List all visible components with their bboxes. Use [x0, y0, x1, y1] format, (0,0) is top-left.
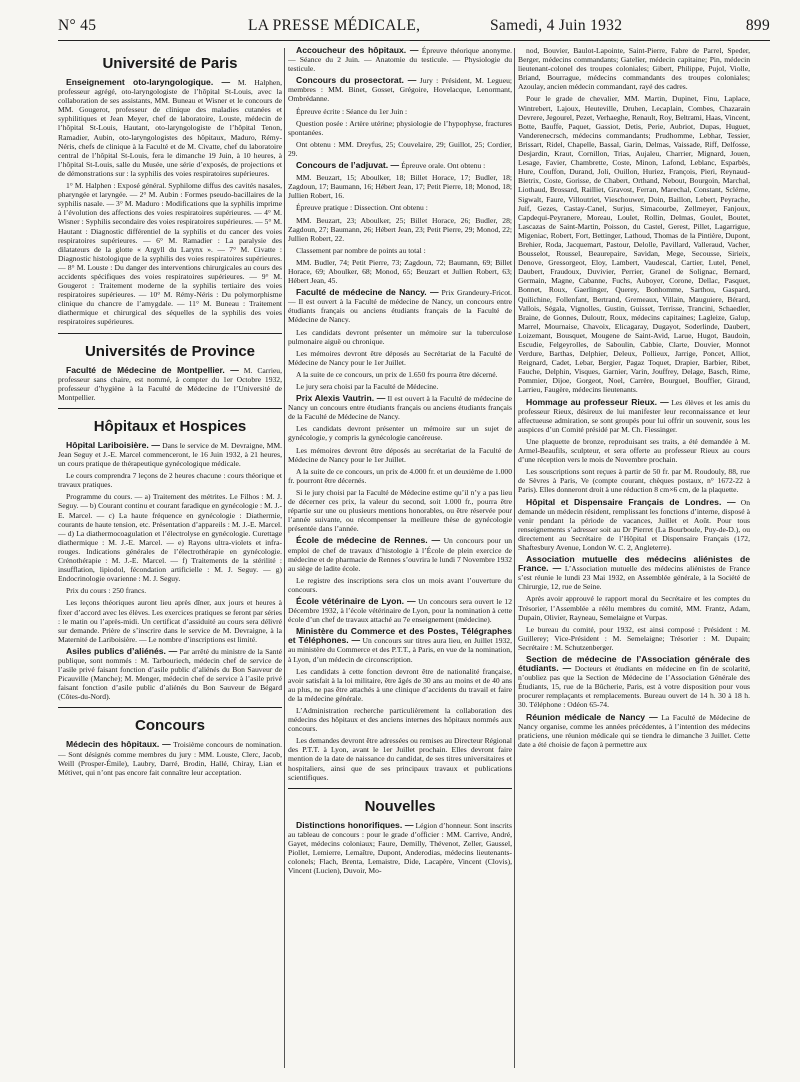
article-heading: Médecin des hôpitaux. — — [66, 739, 171, 750]
article-paragraph — [288, 288, 512, 324]
article-paragraph — [518, 46, 750, 91]
article-paragraph — [288, 370, 512, 379]
article-paragraph — [288, 328, 512, 346]
article-paragraph — [288, 46, 512, 73]
article-text: Épreuve écrite : Séance du 1er Juin : — [296, 106, 408, 116]
article-text: MM. Beuzart, 23; Aboulker, 25; Billet Horace, 26; Budler, 28; Zagdoun, 27; Baumann, 26; Hébert Jean, 23; Petit Pierre, 29; Monod, 22; Jullien Robert, 22. — [288, 215, 512, 243]
article-text: L’Association mutuelle des médecins aliénistes de France s’est réunie le lundi 23 Mai 1932, en Assemblée générale, à la Société de Chirurgie, 12, rue de Seine. — [518, 564, 750, 592]
article-paragraph — [58, 647, 282, 702]
article-text: Un concours sur titres aura lieu, en Juillet 1932, au ministère du Commerce et des P.T.T., à Paris, en vue de la nomination, à Lyon, d’un médecin de circonscription. — [288, 636, 512, 664]
article-paragraph — [288, 706, 512, 733]
article-paragraph — [288, 627, 512, 663]
article-text: Les souscriptions sont reçues à partir de 50 fr. par M. Roudouly, 88, rue de Sèvres à Paris, Ve (compte courant, chèques postaux, n° 1672-22 à Paris). Elles donneront droit à une réduction 8 cm×6 cm, de la plaquette. — [518, 467, 750, 495]
article-paragraph — [288, 203, 512, 212]
article-heading: Prix Alexis Vautrin. — — [296, 393, 386, 404]
article-heading: Association mutuelle des médecins aliénistes de France. — — [518, 554, 750, 574]
column-2 — [288, 46, 512, 1070]
section-heading-universite-paris: Université de Paris — [102, 55, 238, 72]
article-paragraph — [518, 713, 750, 749]
article-text: Un concours sera ouvert le 12 Décembre 1932, à l’école vétérinaire de Lyon, pour la nomination à cette école d’un chef de travaux attaché au 7e enseignement (médecine). — [288, 596, 512, 625]
article-text: Le bureau du comité, pour 1932, est ainsi composé : Président : M. Guillerey; Vice-Président : M. Semelaigne; Trésorier : M. Dupain; Secrétaire : M. Schutzenberger. — [518, 624, 750, 652]
article-text: M. Halphen, professeur agrégé, oto-laryngologiste de l’hôpital St-Louis, avec la collaboration de ses assistants, MM. Buneau et Wisner et le concours de MM. Gougerot, professeur de clinique des maladies cutanées et syphilitiques et Jean Meyer, chef de laboratoire, Louste, médecin de l’hôpital St-Louis, Hautant, oto-laryngologiste de l’hôpital Tenon, Ramadier, Aubin, oto-laryngologistes des hôpitaux, Maduro, Rémy-Néris, chefs de clinique à la Faculté et de M. Civatte, chef du laboratoire central de l’hôpital St-Louis, fera le dimanche 19 Juin, à 10 heures, à l’hôpital St-Louis, salle du Musée, une série d’exposés, de projections et de démonstrations sur : la syphilis des voies respiratoires supérieures. — [58, 78, 282, 178]
article-paragraph — [58, 586, 282, 595]
article-paragraph — [58, 181, 282, 327]
article-text: Dans le service de M. Devraigne, MM. Jean Seguy et J.-E. Marcel commenceront, le 16 Juin 1932, à 21 heures, un cours pratique de thérapeutique gynécologique médicale. — [58, 440, 282, 469]
section-universites-province — [58, 366, 282, 402]
article-text: Docteurs et étudiants en médecine en fin de scolarité, n’oubliez pas que la Section de Médecine de l’Association Générale des Étudiants, 15, rue de la Bûcherie, Paris, est à votre disposition pour vous procurer remplaçants et remplacements. Bureau ouvert de 14 h. 30 à 18 h. 30. Téléphone : Odéon 65-74. — [518, 664, 750, 710]
article-text: Épreuve théorique anonyme. — Séance du 2 Juin. — Anatomie du testicule. — Physiologie du testicule. — [288, 46, 512, 74]
article-text: Les élèves et les amis du professeur Rieux, désireux de lui manifester leur reconnaissance et leur affectueuse admiration, se sont groupés pour lui offrir un souvenir, sous les auspices d’un Comité présidé par M. Ch. Fiessinger. — [518, 397, 750, 434]
article-paragraph — [518, 398, 750, 434]
article-heading: Distinctions honorifiques. — — [296, 819, 414, 830]
article-heading: Hôpital et Dispensaire Français de Londres. — — [526, 496, 736, 507]
article-paragraph — [58, 441, 282, 468]
article-paragraph — [288, 173, 512, 200]
article-text: Après avoir approuvé le rapport moral du Secrétaire et les comptes du Trésorier, l’Assemblée a réélu membres du comité, MM. Frantz, Adam, Dupain, Olivier, Rayneau, Semelaigne et Vurpas. — [518, 594, 750, 622]
section-heading-concours: Concours — [134, 717, 205, 735]
article-paragraph — [288, 394, 512, 421]
column-1 — [58, 46, 282, 1070]
article-paragraph — [288, 446, 512, 464]
issue-number: N° 45 — [58, 17, 97, 34]
article-heading: Asiles publics d’aliénés. — — [66, 645, 178, 656]
article-text: Les candidats devront présenter un mémoire sur la tuberculose pulmonaire aiguë ou chronique. — [288, 327, 512, 346]
article-text: MM. Beuzart, 15; Aboulker, 18; Billet Horace, 17; Budler, 18; Zagdoun, 17; Baumann, 16; Hébert Jean, 17; Petit Pierre, 18; Monod, 18; Jullien Robert, 16. — [288, 173, 512, 201]
article-paragraph — [58, 492, 282, 583]
section-nouvelles-continued — [518, 46, 750, 749]
section-divider — [288, 788, 512, 789]
article-heading: École vétérinaire de Lyon. — — [296, 595, 416, 606]
article-text: Les candidats devront présenter un mémoire sur un sujet de gynécologie, y compris la gynécologie cancéreuse. — [288, 424, 512, 443]
page-header — [58, 14, 770, 41]
article-text: La Faculté de Médecine de Nancy organise, comme les années précédentes, à l’intention des médecins praticiens, une réunion médicale qui se tiendra le dimanche 3 Juillet. Cette date a été choisie de façon à permettre aux — [518, 712, 750, 749]
journal-title: LA PRESSE MÉDICALE, — [248, 17, 421, 34]
article-paragraph — [58, 471, 282, 489]
article-paragraph — [288, 258, 512, 285]
article-paragraph — [288, 488, 512, 533]
article-paragraph — [288, 76, 512, 103]
section-nouvelles — [288, 821, 512, 876]
article-text: nod, Bouvier, Baulot-Lapointe, Saint-Pierre, Fabre de Parrel, Speder, Berger, médecins commandants; Gatelier, médecin capitaine; Pin, médecin lieutenant-colonel des troupes coloniales; Gibert, Philippe, Pujol, Violle, Briand, Bourrague, médecins commandants des troupes coloniales; Azoulay, ancien médecin commandant, rayé des cadres. — [518, 46, 750, 92]
article-text: Question posée : Artère utérine; physiologie de l’hypophyse, fractures spontanées. — [288, 118, 512, 137]
section-divider — [58, 333, 282, 334]
article-heading: Concours de l’adjuvat. — — [296, 160, 400, 171]
article-paragraph — [288, 382, 512, 391]
article-paragraph — [288, 349, 512, 367]
article-paragraph — [288, 140, 512, 158]
article-text: Par arrêté du ministre de la Santé publique, sont nommés : M. Tarbouriech, médecin chef de service de l’asile privé faisant fonction d’asile public d’aliénés du Bon Sauveur de Picauville (Manche); M. Menger, médecin chef de service à l’asile privé faisant fonction d’asile public d’aliénés du Bon Sauveur de Bégard (Côtes-du-Nord). — [58, 646, 282, 702]
article-heading: Hôpital Lariboisière. — — [66, 439, 160, 450]
section-heading-nouvelles: Nouvelles — [364, 797, 436, 815]
article-paragraph — [288, 667, 512, 703]
article-paragraph — [288, 536, 512, 572]
section-divider — [58, 408, 282, 409]
issue-date: Samedi, 4 Juin 1932 — [490, 17, 623, 34]
article-paragraph — [288, 736, 512, 781]
article-heading: Faculté de Médecine de Montpellier. — — [66, 364, 239, 375]
section-concours-continued — [288, 46, 512, 782]
article-text: Le jury sera choisi par la Faculté de Médecine. — [296, 382, 439, 391]
article-text: A la suite de ce concours, un prix de 4.000 fr. et un deuxième de 1.000 fr. pourront être décernés. — [288, 466, 512, 485]
article-paragraph — [58, 366, 282, 402]
article-paragraph — [58, 598, 282, 643]
article-text: Les mémoires devront être déposés au secrétariat de la Faculté de Médecine de Nancy pour le 1er Juillet. — [288, 445, 512, 464]
article-paragraph — [58, 740, 282, 776]
article-text: A la suite de ce concours, un prix de 1.650 frs pourra être décerné. — [296, 369, 498, 379]
article-text: 1° M. Halphen : Exposé général. Syphilome diffus des cavités nasales, pharyngée et laryngée. — 2° M. Aubin : Formes pseudo-bacillaires de la syphilis nasale. — 3° M. Maduro : Modifications que la syphilis imprime à l’évolution des affections des voies respiratoires supérieures. — 4° M. Wisner : Syphilis secondaire des voies respiratoires supérieures. — 5° M. Hautant : Diagnostic différentiel de la syphilis et du cancer des voies respiratoires supérieures. — 6° M. Ramadier : La paralysie des dilatateurs de la glotte « Argyll du Larynx ». — 7° M. Civatte : Diagnostic histologique de la syphilis des voies respiratoires supérieures. — 8° M. Louste : Du danger des interventions chirurgicales au cours des accidents spécifiques des voies respiratoires supérieures. — 9° M. Gougerot : Traitement moderne de la syphilis tertiaire des voies respiratoires supérieures. — 10° M. Rémy-Néris : Du polymorphisme clinique du chancre de l’amygdale. — 11° M. Buneau : Traitement diathermique et chirurgical des séquelles de la syphilis des voies respiratoires supérieures. — [58, 181, 282, 327]
article-text: Les demandes devront être adressées ou remises au Directeur Régional des P.T.T. à Lyon, avant le 1er Juillet prochain. Elles devront faire mention de la date de naissance du candidat, de ses titres universitaires et hospitaliers, ainsi que de ses principaux travaux et publications scientifiques. — [288, 736, 512, 782]
article-paragraph — [518, 467, 750, 494]
article-text: Pour le grade de chevalier, MM. Martin, Dupinet, Finu, Laplace, Wintrebert, Lajoux, Heuteville, Druhen, Lecaplain, Combes, Chazarain Devrere, Jegourel, Pezet, Verhaeghe, Renault, Roy, Beltrami, Haas, Vincent, Botte, Bauffe, Paquet, Gassiot, Detis, Perie, Aubriot, Dupas, Huguet, Vanderenecrsch, médecins commandants; Prudhomme, Lebhar, Tessier, Brissart, Ridel, Chapelle, Bassal, Garin, Delmas, Vaissade, Riff, Delfosse, Desjardin, Kraut, Cornillon, Trias, Aujaleu, Charrier, Mignard, Jouen, Lesage, Favier, Chambrette, Coste, Minon, Lafond, Leblanc, Esparbès, Hure, Couffon, Durand, Joli, Ouillon, Huriez, François, Pieri, Reynaud-Bietrix, Coste, Gorisse, de Chabert, Orthand, Nebout, Bourgoin, Marchal, Liothaud, Brossard, Railliet, Gravost, Ferran, Marechal, Constant, Sclérne, Sigwalt, Faure, Villoutriet, Vieschouwer, Doin, Baillon, Lebert, Peyrache, Juif, Gezes, Castay-Canel, Surjus, Simacourbe, Zellmeyer, Fanjoux, Capdequi-Peyranere, Moreau, Loulet, Rollin, Delmas, Goulet, Boutet, Lascazas de Saint-Martin, Poisson, du Castel, Gerest, Pillet, Lagarrigue, Migeniac, Robert, Fort, Bettinger, Lathoud, Thomas de la Pintière, Dupont, Brehier, Roda, Jacquemart, Pastour, Delolle, Pavillard, Valleraud, Vacher, Bousselot, Roussel, Beaurepaire, Savidan, Mege, Secousse, Sirieix, Denove, Gressorgeot, Eloy, Lambert, Vaudescal, Cartier, Lutel, Penel, Daubert, Fraudoux, Duvivier, Perrier, Granel de Solignac, Bernard, Germain, Magne, Cabanne, Fuchs, Auboyer, Corone, Dellac, Pasquet, Bonnet, Roux, Gaerlinger, Querey, Bonhomme, Sarthou, Gaspard, Quilichine, Follenfant, Bertrand, Gremeaux, Villain, Mauguiere, Bérard, Vallois, Ségala, Vignolles, Gustin, Guisset, Terrisse, Trancini, Schaedler, Braine, de Gonnes, Duloutr, Roux, médecins capitaines; Lagleize, Galup, Marrel, Mournaise, Chavoix, Elicagaray, Dugayot, Soderlinde, Daubert, Loizemant, Bousquet, Mougene de Saint-Avid, Larue, Hugot, Baudoin, Escudie, Felgeyrolles, de Saboulin, Cabbie, Clarte, Douvier, Monnot Verdure, Barthas, Delphier, Deleux, Pollieux, Jarrige, Poncet, Alliot, Reignard, Cadet, Lebar, Bergier, Pagaz Toquet, Drapier, Barbier, Ribet, Fauche, Delphin, Visques, Garnier, Varin, Jouffrey, Delage, Basch, Rime, Pommier, Dijoe, Gorgeot, Noel, Carrère, Bourguel, Bouffier, Giraud, Larrieu, Faugère, médecins lieutenants. — [518, 94, 750, 395]
article-paragraph — [288, 246, 512, 255]
article-text: Le registre des inscriptions sera clos un mois avant l’ouverture du concours. — [288, 575, 512, 594]
article-text: Ont obtenu : MM. Dreyfus, 25; Couvelaire, 29; Guillot, 25; Cordier, 29. — [288, 139, 512, 158]
article-text: Épreuve orale. Ont obtenu : — [401, 161, 486, 171]
article-paragraph — [288, 597, 512, 624]
article-text: MM. Budler, 74; Petit Pierre, 73; Zagdoun, 72; Baumann, 69; Billet Horace, 69; Aboulker, 68; Monod, 65; Beuzart et Jullien Robert, 63; Hébert Jean, 45. — [288, 257, 512, 286]
article-text: Prix du cours : 250 francs. — [66, 586, 147, 596]
page-number: 899 — [745, 17, 770, 34]
article-text: M. Carrieu, professeur sans chaire, est nommé, à compter du 1er Octobre 1932, professeur d’hygiène à la Faculté de Médecine de l’Université de Montpellier. — [58, 365, 282, 402]
section-universite-paris — [58, 78, 282, 327]
section-heading-hopitaux: Hôpitaux et Hospices — [93, 417, 247, 435]
article-text: Classement par nombre de points au total : — [296, 245, 426, 255]
section-heading-universites-province: Universités de Province — [84, 342, 256, 360]
article-text: Une plaquette de bronze, reproduisant ses traits, a été demandée à M. Armel-Beaufils, sculpteur, et sera offerte au professeur Rieux au cours d’une réception vers le mois de Novembre prochain. — [518, 436, 750, 465]
article-heading: Ministère du Commerce et des Postes, Télégraphes et Téléphones. — — [288, 626, 512, 646]
section-concours — [58, 740, 282, 776]
article-heading: Enseignement oto-laryngologique. — — [66, 77, 231, 87]
article-paragraph — [288, 467, 512, 485]
article-paragraph — [518, 94, 750, 394]
article-paragraph — [288, 161, 512, 170]
article-text: Épreuve pratique : Dissection. Ont obtenu : — [296, 203, 428, 213]
article-heading: Faculté de médecine de Nancy. — — [296, 287, 439, 298]
article-text: Prix Grandeury-Fricot. — Il est ouvert à la Faculté de médecine de Nancy, un concours entre étudiants français ou anciens étudiants français de la Faculté de Médecine de Nancy. — [288, 288, 512, 325]
article-paragraph — [288, 576, 512, 594]
article-heading: Hommage au professeur Rieux. — — [526, 396, 669, 407]
article-paragraph — [518, 555, 750, 591]
column-divider — [514, 48, 515, 1068]
article-text: Le cours comprendra 7 leçons de 2 heures chacune : cours théorique et travaux pratiques. — [58, 471, 282, 490]
article-text: Un concours pour un emploi de chef de travaux d’histologie à l’École de plein exercice de médecine et de pharmacie de Rennes s’ouvrira le lundi 7 Novembre 1932 au siège de ladite école. — [288, 536, 512, 573]
column-divider — [284, 48, 285, 1068]
article-paragraph — [288, 821, 512, 876]
article-heading: Accoucheur des hôpitaux. — — [296, 46, 419, 55]
article-heading: Réunion médicale de Nancy — — [526, 711, 658, 722]
article-text: Il est ouvert à la Faculté de médecine de Nancy un concours entre étudiants français ou anciens étudiants français de la Faculté de Médecine de Nancy. — [288, 394, 512, 422]
article-paragraph — [58, 78, 282, 178]
article-heading: Concours du prosectorat. — — [296, 75, 417, 86]
column-3 — [518, 46, 750, 1070]
article-text: Troisième concours de nomination. — Sont désignés comme membres du jury : MM. Louste, Clerc, Jacob, Weill (Prosper-Émile), Laubry, Darré, Brodin, Hallé, Chiray, Lian et Métivet, qui n’ont pas encore fait connaître leur acceptation. — [58, 740, 282, 777]
article-text: Légion d’honneur. Sont inscrits au tableau de concours : pour le grade d’officier : MM. Carrive, André, Gayet, médecins coloniaux; Faure, Demilly, Thévenot, Zeller, Gaussel, Piollet, Lemierre, Lemaître, Dupont, Anderodias, médecins lieutenants-colonels; Flach, Brenta, Lemaistre, Dide, Lacapère, Vincent (Clovis), Vincent (Lucien), Duvoir, Mo- — [288, 820, 512, 876]
article-text: L’Administration recherche particulièrement la collaboration des médecins des hôpitaux et des anciens internes des hôpitaux nommés aux concours. — [288, 706, 512, 734]
article-paragraph — [518, 498, 750, 553]
section-hopitaux — [58, 441, 282, 702]
article-text: On demande un médecin résident, remplissant les fonctions d’interne, disposé à venir pendant la période de vacances, Juillet et Août. Pour tous renseignements s’adresser soit au Dr Pierret (La Bourboule, Puy-de-D.), ou directement au Secrétaire de l’Hôpital et Dispensaire Français (172, Shaftesbury Avenue, London W. C. 2, Angleterre). — [518, 497, 750, 552]
article-paragraph — [288, 216, 512, 243]
article-text: Les leçons théoriques auront lieu après dîner, aux jours et heures à fixer d’accord avec les élèves. Les exercices pratiques se feront par séries : le matin ou l’après-midi. Un certificat d’assiduité au cours sera délivré sur demande. Prière de s’inscrire dans le service de M. Devraigne, à la Maternité de Lariboisière. — Le nombre d’inscriptions est limité. — [58, 598, 282, 644]
article-heading: Section de médecine de l’Association générale des étudiants. — — [518, 654, 750, 674]
article-text: Jury : Président, M. Legueu; membres : MM. Binet, Gosset, Grégoire, Hovelacque, Lenormant, Ombrédanne. — [288, 76, 512, 104]
article-paragraph — [518, 625, 750, 652]
article-paragraph — [288, 424, 512, 442]
article-paragraph — [288, 119, 512, 137]
article-text: Si le jury choisi par la Faculté de Médecine estime qu’il n’y a pas lieu de décerner ces prix, la valeur du second, soit 1.000 fr., pourra être répartie sur une ou plusieurs mentions honorables, ou être réservée pour l’année suivante, ou récompenser la meilleure thèse de gynécologie présentée dans l’année. — [288, 487, 512, 534]
article-paragraph — [518, 437, 750, 464]
article-paragraph — [518, 655, 750, 710]
article-text: Les candidats à cette fonction devront être de nationalité française, avoir satisfait à la loi militaire, être âgés de 30 ans au moins et de 40 ans au plus, ne pas être attachés à une clinique d’accidents du travail et faire de la médecine générale. — [288, 666, 512, 703]
article-paragraph — [288, 107, 512, 116]
article-paragraph — [518, 594, 750, 621]
article-text: Les mémoires devront être déposés au Secrétariat de la Faculté de Médecine de Nancy pour le 1er Juillet. — [288, 348, 512, 367]
article-text: Programme du cours. — a) Traitement des métrites. Le Filhos : M. J. Seguy. — b) Courant continu et courant faradique en gynécologie : M. J.-E. Marcel. — c) La haute fréquence en gynécologie : Diathermie, courants de haute tension, etc. Présentation d’appareils : M. J.-E. Marcel. — d) La diathermocoagulation et l’électrolyse en gynécologie. Curettage diathermique : M. J.-E. Marcel. — e) Rayons ultra-violets et infra-rouges. Indications générales de l’électrothérapie en gynécologie. Crénothérapie : M. J.-E. Marcel. — f) Traitements de la stérilité : insufflation, lipiodol, fécondation artificielle : M. J. Seguy. — g) Endocrinologie ovarienne : M. J. Seguy. — [58, 492, 282, 584]
article-heading: École de médecine de Rennes. — — [296, 535, 441, 546]
section-divider — [58, 707, 282, 708]
